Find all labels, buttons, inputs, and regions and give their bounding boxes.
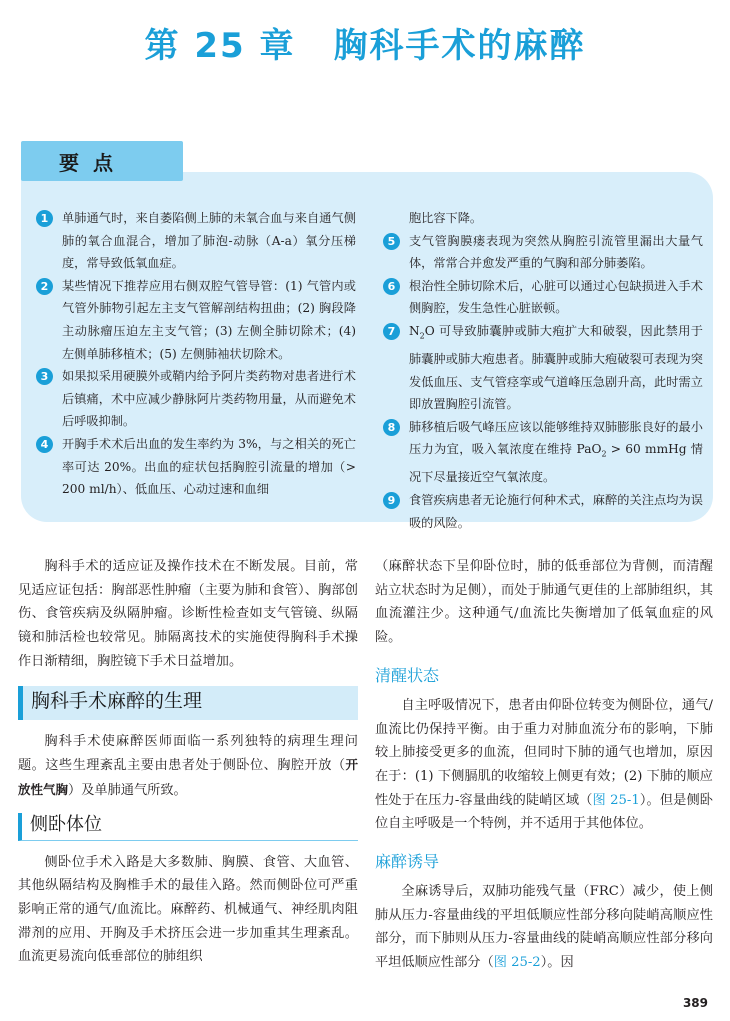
key-point-text-a: N — [409, 323, 420, 338]
key-point-3 — [34, 365, 356, 433]
section-heading-text: 胸科手术麻醉的生理 — [31, 689, 203, 712]
key-point-text: 单肺通气时，来自萎陷侧上肺的未氧合血与来自通气侧肺的氧合血混合，增加了肺泡-动脉（A-a）氧分压梯度，常导致低氧血症。 — [62, 211, 356, 271]
key-point-text-a: 肺移植后吸气峰压应该以能够维持双肺膨胀良好的最小压力为宜，吸入氧浓度在维持 PaO — [409, 419, 703, 457]
key-point-text-b: O 可导致肺囊肿或肺大疱扩大和破裂，因此禁用于肺囊肿或肺大疱患者。肺囊肿或肺大疱破裂可表现为突发低血压、支气管痉挛或气道峰压急剧升高，此时需立即放置胸腔引流管。 — [409, 323, 703, 412]
key-point-8 — [381, 416, 703, 489]
key-point-text: 如果拟采用硬膜外或鞘内给予阿片类药物对患者进行术后镇痛，术中应减少静脉阿片类药物用量，从而避免术后呼吸抑制。 — [62, 369, 356, 429]
key-point-2 — [34, 275, 356, 365]
awake-paragraph — [375, 694, 713, 836]
key-point-6 — [381, 275, 703, 320]
figure-reference[interactable]: 图 25-2 — [493, 955, 541, 971]
text: ）。因 — [540, 955, 574, 971]
lateral-position-paragraph: 侧卧位手术入路是大多数肺、胸膜、食管、大血管、其他纵隔结构及胸椎手术的最佳入路。然而侧卧位可严重影响正常的通气/血流比。麻醉药、机械通气、神经肌肉阻滞剂的应用、开胸及手术挤压会进一步加重其生理紊乱。血流更易流向低垂部位的肺组织 — [18, 854, 358, 965]
physiology-paragraph — [18, 730, 358, 803]
chapter-title — [0, 18, 730, 67]
key-point-number: 8 — [383, 419, 400, 436]
text: 自主呼吸情况下，患者由仰卧位转变为侧卧位，通气/血流比仍保持平衡。由于重力对肺血流分布的影响，下肺较上肺接受更多的血流，但同时下肺的通气也增加，原因在于：(1) 下侧膈肌的收缩较上侧更有效；(2) 下肺的顺应性处于在压力-容量曲线的陡峭区域（ — [375, 697, 713, 808]
key-point-4 — [34, 433, 356, 501]
text: 全麻诱导后，双肺功能残气量（FRC）减少，使上侧肺从压力-容量曲线的平坦低顺应性部分移向陡峭高顺应性部分，而下肺则从压力-容量曲线的陡峭高顺应性部分移向平坦低顺应性部分（ — [375, 884, 713, 971]
key-point-1 — [34, 207, 356, 275]
key-point-text-b: > 60 mmHg 情况下尽量接近空气氧浓度。 — [409, 442, 703, 485]
key-point-number: 3 — [36, 368, 53, 385]
page-number: 389 — [682, 996, 708, 1010]
key-point-9 — [381, 489, 703, 534]
key-points-left-column — [34, 207, 356, 501]
text: 胸科手术使麻醉医师面临一系列独特的病理生理问题。这些生理紊乱主要由患者处于侧卧位、胸腔开放（ — [18, 733, 358, 774]
section-heading-physiology — [18, 686, 358, 720]
key-point-text: 食管疾病患者无论施行何种术式，麻醉的关注点均为误吸的风险。 — [409, 493, 703, 530]
intro-paragraph: 胸科手术的适应证及操作技术在不断发展。目前，常见适应证包括：胸部恶性肿瘤（主要为肺和食管）、胸部创伤、食管疾病及纵隔肿瘤。诊断性检查如支气管镜、纵隔镜和肺活检也较常见。肺隔离技术的实施使得胸科手术操作日渐精细，胸腔镜下手术日益增加。 — [18, 559, 358, 669]
key-point-number: 1 — [36, 210, 53, 227]
key-point-4-continued — [381, 207, 703, 230]
key-point-5 — [381, 230, 703, 275]
key-points-tab — [21, 141, 183, 181]
continued-paragraph: （麻醉状态下呈仰卧位时，肺的低垂部位为背侧，而清醒站立状态时为足侧），而处于肺通气更佳的上部肺组织，其血流灌注少。这种通气/血流比失衡增加了低氧血症的风险。 — [375, 559, 713, 646]
induction-paragraph — [375, 880, 713, 975]
body-right-column — [375, 555, 713, 975]
subscript: 2 — [419, 331, 425, 341]
key-points-right-column — [381, 207, 703, 534]
key-point-text: 开胸手术术后出血的发生率约为 3%，与之相关的死亡率可达 20%。出血的症状包括胸腔引流量的增加（> 200 ml/h）、低血压、心动过速和血细 — [62, 436, 356, 497]
chapter-name: 胸科手术的麻醉 — [333, 26, 586, 66]
bold-term: 开放性气胸 — [18, 757, 358, 797]
key-point-number: 9 — [383, 492, 400, 509]
subscript: 2 — [601, 449, 607, 459]
key-point-text: 某些情况下推荐应用右侧双腔气管导管：(1) 气管内或气管外肺物引起左主支气管解剖结构扭曲；(2) 胸段降主动脉瘤压迫左主支气管；(3) 左侧全肺切除术；(4) 左侧单肺移植术；(5) 左侧肺袖状切除术。 — [62, 278, 356, 361]
key-point-number: 4 — [36, 436, 53, 453]
key-point-text: 支气管胸膜瘘表现为突然从胸腔引流管里漏出大量气体，常常合并愈发严重的气胸和部分肺萎陷。 — [409, 233, 703, 271]
key-point-number: 5 — [383, 233, 400, 250]
text: ）。但是侧卧位自主呼吸是一个特例，并不适用于其他体位。 — [375, 792, 713, 832]
key-point-number: 7 — [383, 323, 400, 340]
section-heading-text: 侧卧体位 — [30, 813, 102, 835]
key-points-heading: 要点 — [59, 151, 127, 175]
body-left-column — [18, 555, 358, 969]
key-point-text: 根治性全肺切除术后，心脏可以通过心包缺损进入手术侧胸腔，发生急性心脏嵌顿。 — [409, 278, 703, 316]
key-point-7 — [381, 320, 703, 416]
chapter-number: 第 25 章 — [144, 26, 296, 66]
section-heading-induction: 麻醉诱导 — [375, 852, 440, 872]
section-heading-lateral-position — [18, 813, 358, 841]
text: ）及单肺通气所致。 — [68, 782, 187, 798]
figure-reference[interactable]: 图 25-1 — [592, 792, 640, 808]
key-point-text: 胞比容下降。 — [409, 211, 483, 225]
section-heading-awake: 清醒状态 — [375, 665, 440, 685]
key-point-number: 2 — [36, 278, 53, 295]
key-point-number: 6 — [383, 278, 400, 295]
